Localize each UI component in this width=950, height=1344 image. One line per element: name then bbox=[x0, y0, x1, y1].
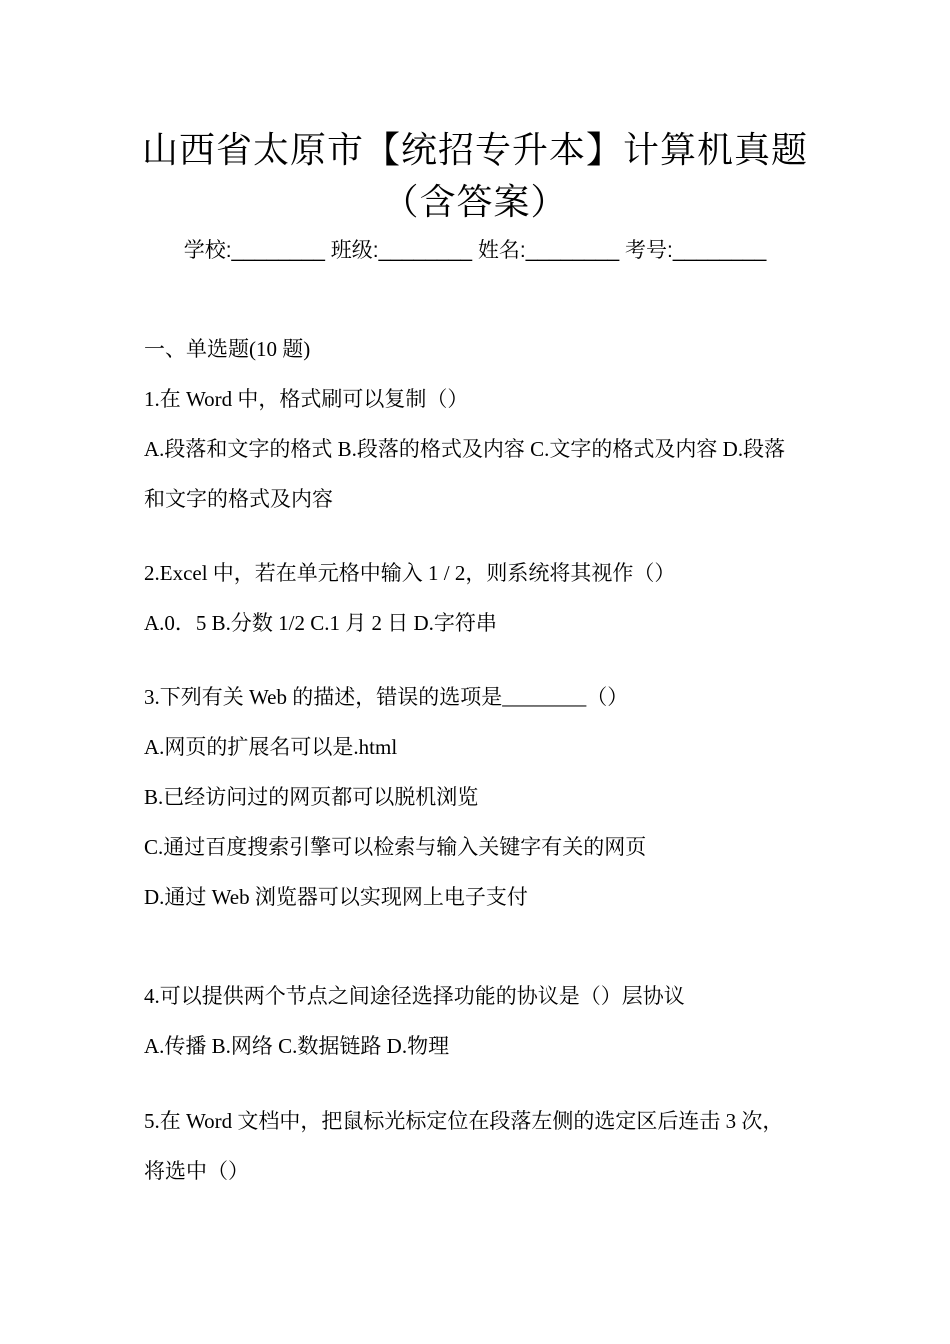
question-3-option-c: C.通过百度搜索引擎可以检索与输入关键字有关的网页 bbox=[144, 835, 647, 859]
section-heading: 一、单选题(10 题) bbox=[144, 337, 311, 361]
question-4-stem: 4.可以提供两个节点之间途径选择功能的协议是（）层协议 bbox=[144, 984, 685, 1008]
question-1-stem: 1.在 Word 中，格式刷可以复制（） bbox=[144, 387, 469, 411]
question-5-stem-cont: 将选中（） bbox=[144, 1159, 249, 1183]
question-2-stem: 2.Excel 中，若在单元格中输入 1 / 2，则系统将其视作（） bbox=[144, 561, 676, 585]
question-5-stem: 5.在 Word 文档中，把鼠标光标定位在段落左侧的选定区后连击 3 次， bbox=[144, 1109, 784, 1133]
question-4-options: A.传播 B.网络 C.数据链路 D.物理 bbox=[144, 1034, 450, 1058]
student-info-fields: 学校:________ 班级:________ 姓名:________ 考号:________ bbox=[183, 239, 767, 262]
question-1-options-cont: 和文字的格式及内容 bbox=[144, 487, 333, 511]
document-title: 山西省太原市【统招专升本】计算机真题 bbox=[141, 130, 808, 170]
question-1-options: A.段落和文字的格式 B.段落的格式及内容 C.文字的格式及内容 D.段落 bbox=[144, 437, 786, 461]
document-subtitle: （含答案） bbox=[382, 182, 568, 222]
question-3-stem: 3.下列有关 Web 的描述，错误的选项是________（） bbox=[144, 685, 629, 709]
question-3-option-a: A.网页的扩展名可以是.html bbox=[144, 735, 398, 759]
question-3-option-d: D.通过 Web 浏览器可以实现网上电子支付 bbox=[144, 885, 528, 909]
question-3-option-b: B.已经访问过的网页都可以脱机浏览 bbox=[144, 785, 479, 809]
question-2-options: A.0．5 B.分数 1/2 C.1 月 2 日 D.字符串 bbox=[144, 611, 497, 635]
